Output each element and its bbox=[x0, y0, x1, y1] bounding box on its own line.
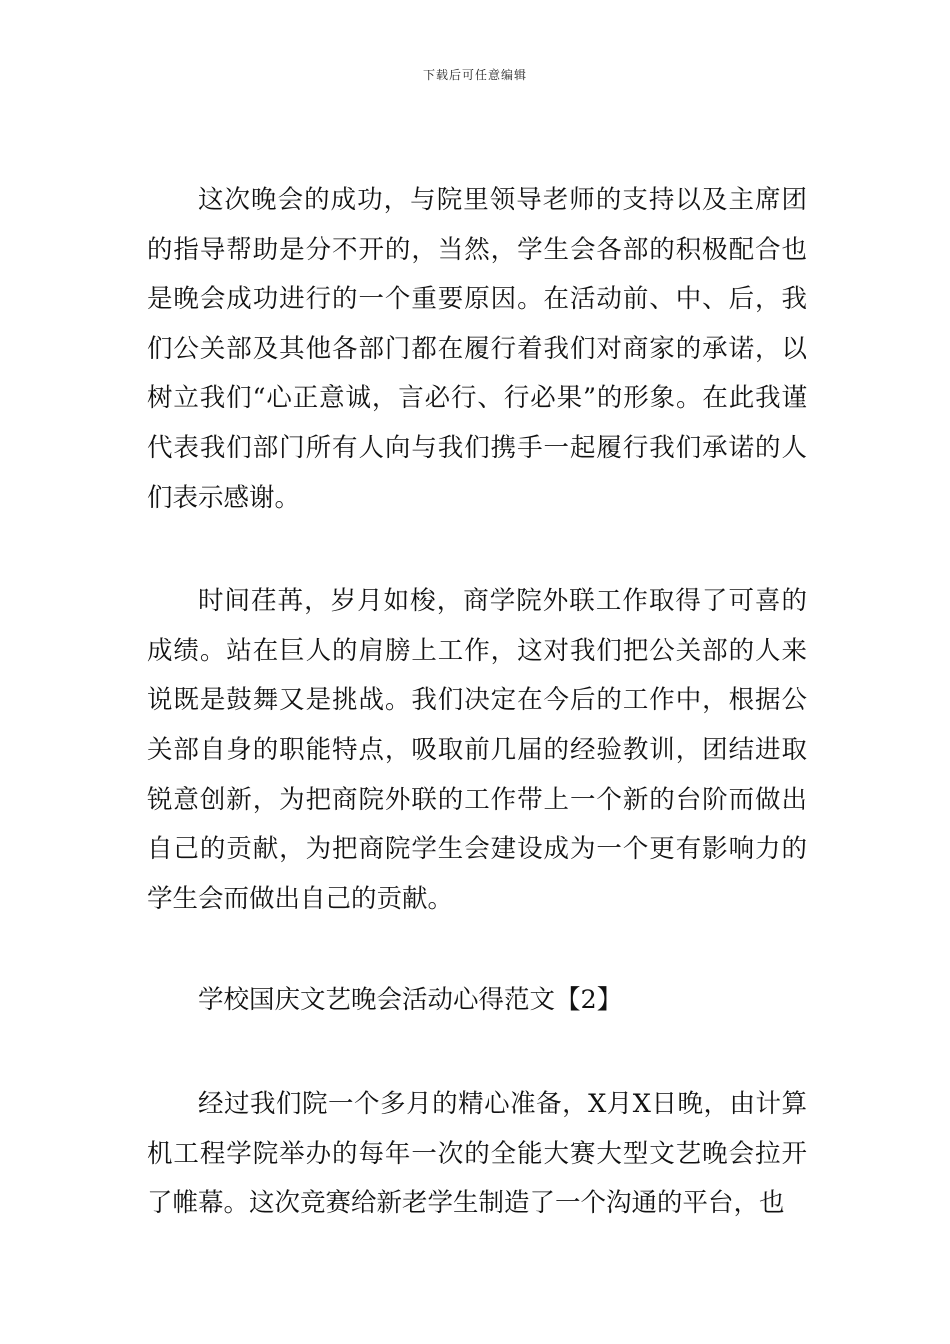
header-note: 下载后可任意编辑 bbox=[422, 68, 527, 82]
document-body bbox=[147, 176, 807, 1229]
paragraph-3: 经过我们院一个多月的精心准备，X月X日晚，由计算机工程学院举办的每年一次的全能大赛大型文艺晚会拉开了帷幕。这次竞赛给新老学生制造了一个沟通的平台，也 bbox=[147, 1088, 807, 1219]
paragraph-2: 时间荏苒，岁月如梭，商学院外联工作取得了可喜的成绩。站在巨人的肩膀上工作，这对我们把公关部的人来说既是鼓舞又是挑战。我们决定在今后的工作中，根据公关部自身的职能特点，吸取前几届的经验教训，团结进取锐意创新，为把商院外联的工作带上一个新的台阶而做出自己的贡献，为把商院学生会建设成为一个更有影响力的学生会而做出自己的贡献。 bbox=[147, 586, 807, 914]
paragraph-1: 这次晚会的成功，与院里领导老师的支持以及主席团的指导帮助是分不开的，当然，学生会各部的积极配合也是晚会成功进行的一个重要原因。在活动前、中、后，我们公关部及其他各部门都在履行着我们对商家的承诺，以树立我们“心正意诚，言必行、行必果”的形象。在此我谨代表我们部门所有人向与我们携手一起履行我们承诺的人们表示感谢。 bbox=[147, 185, 807, 513]
section-heading: 学校国庆文艺晚会活动心得范文【2】 bbox=[198, 985, 623, 1016]
